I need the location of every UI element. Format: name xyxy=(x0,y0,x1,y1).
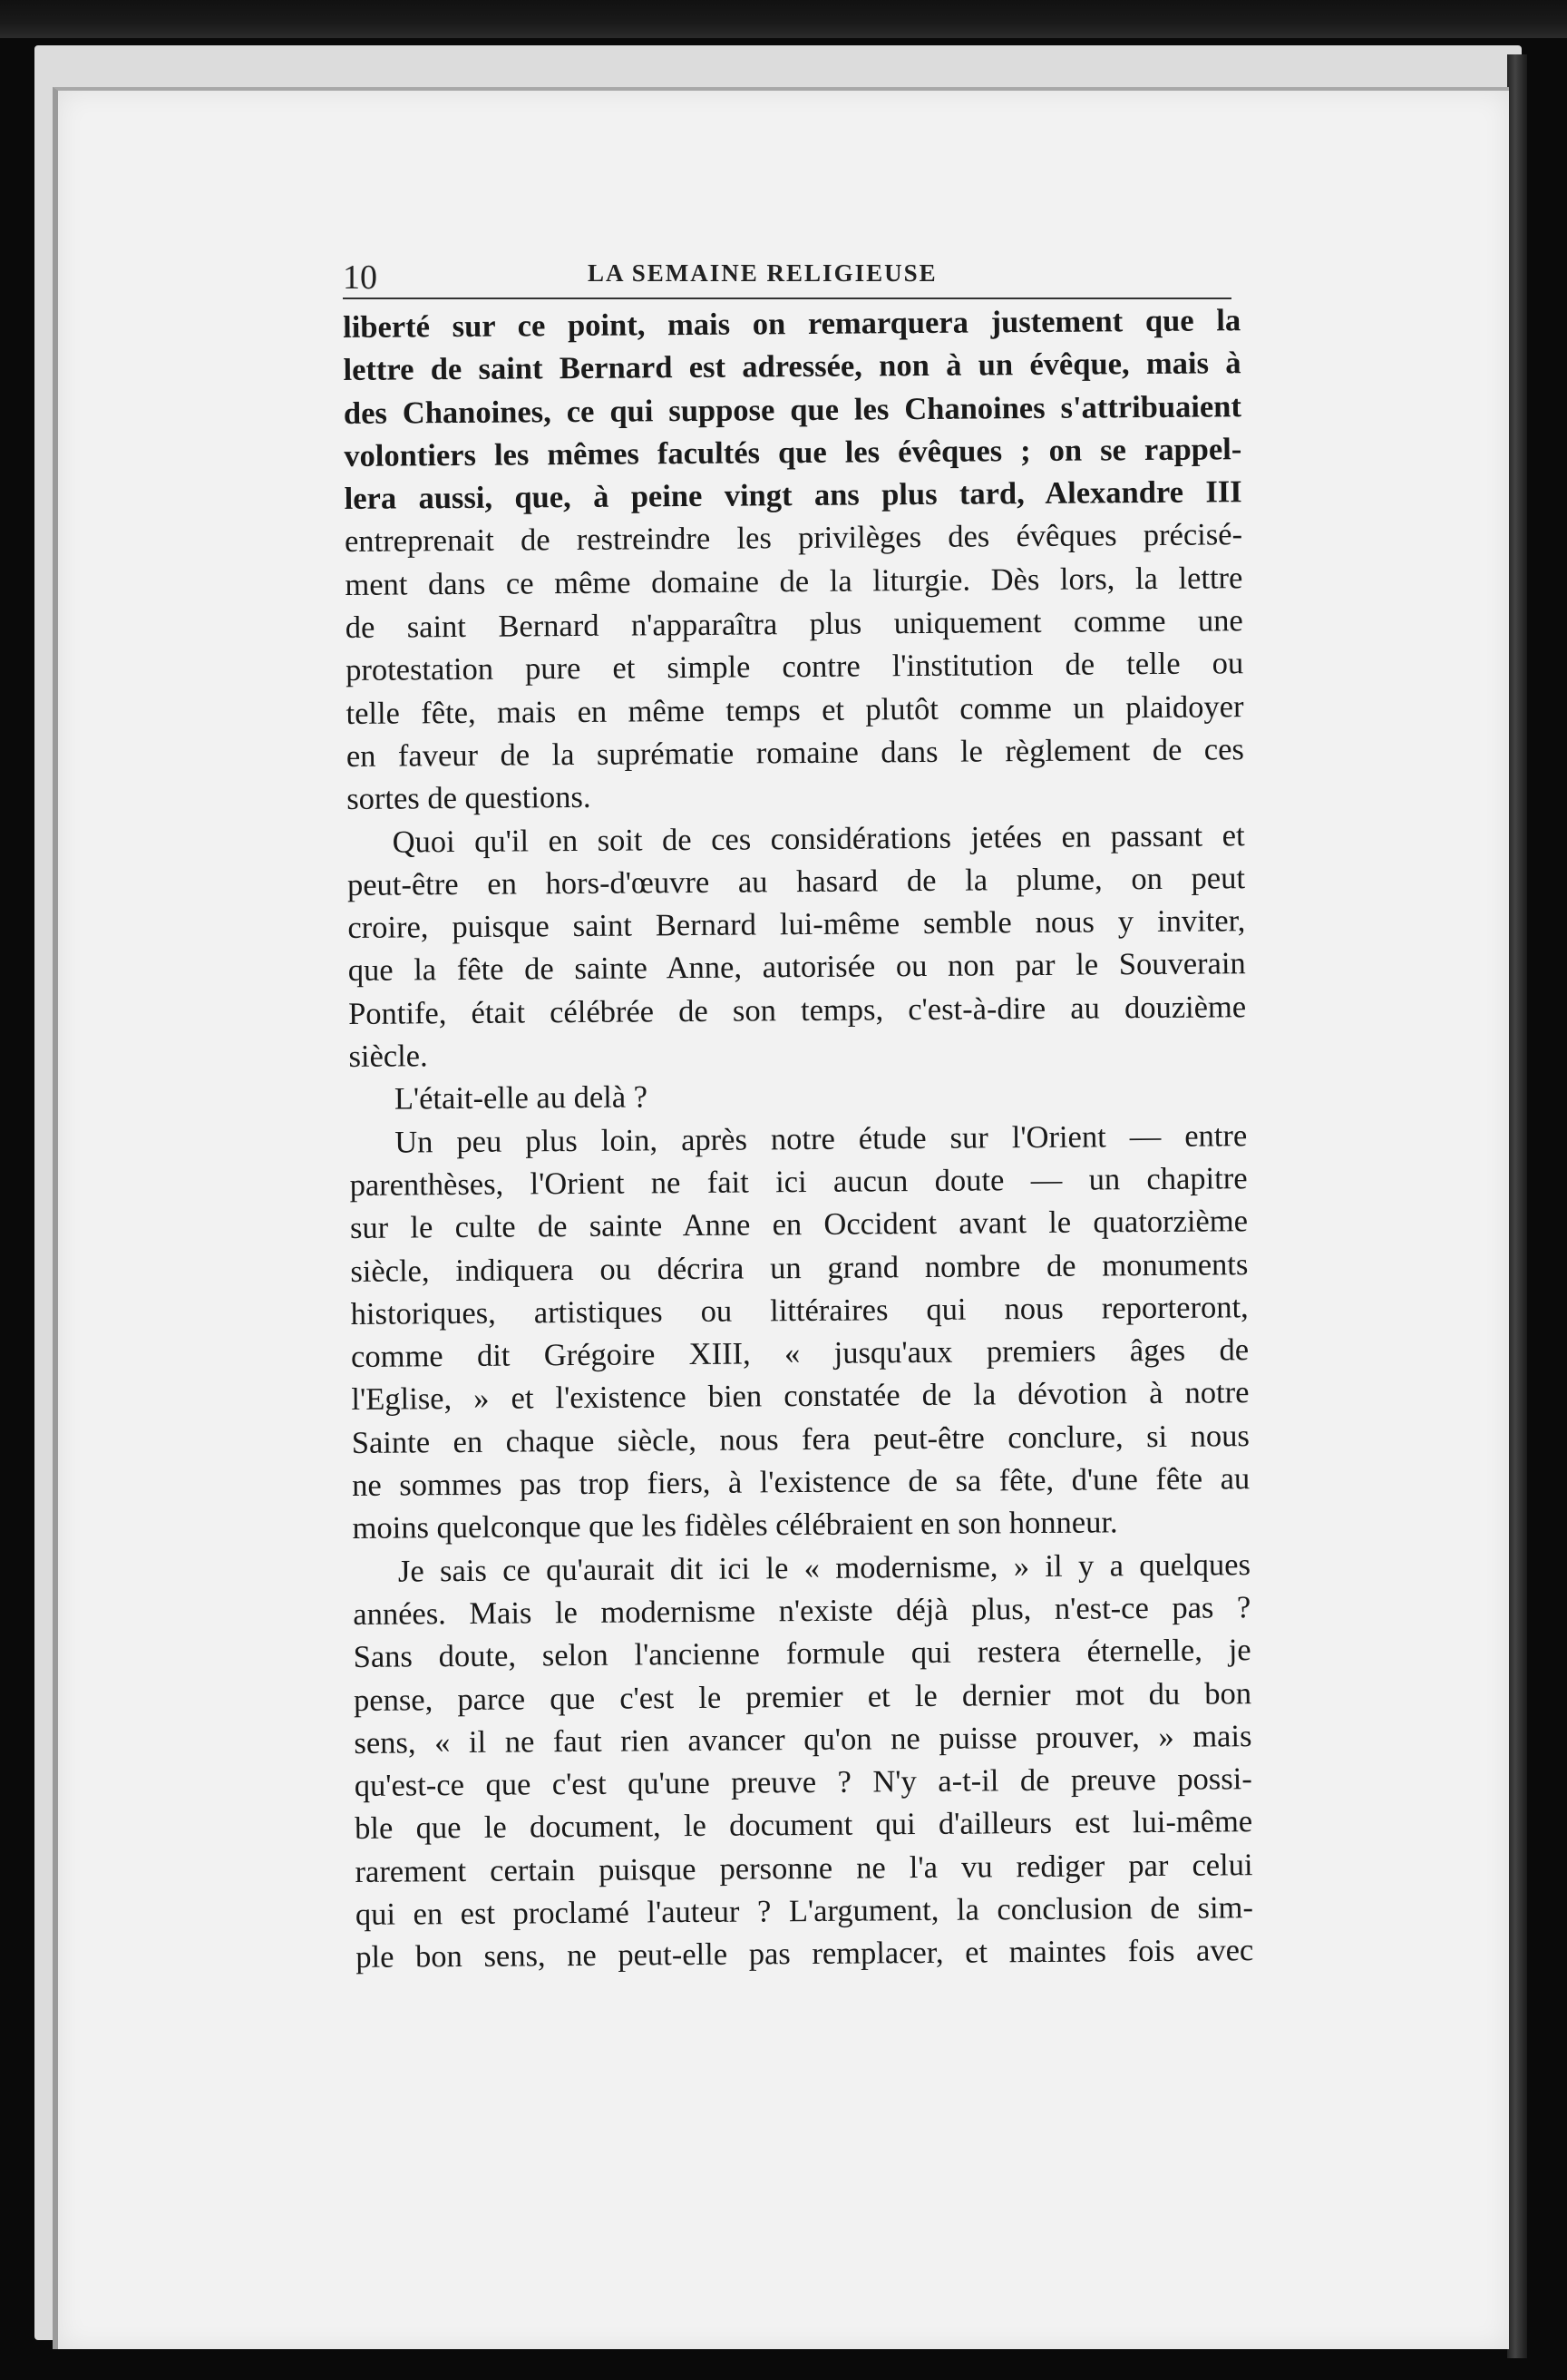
text-line: qui en est proclamé l'auteur ? L'argument, la conclusion de sim- xyxy=(355,1890,1254,1932)
text-line: parenthèses, l'Orient ne fait ici aucun doute — un chapitre xyxy=(349,1161,1248,1203)
text-line: des Chanoines, ce qui suppose que les Chanoines s'attribuaient xyxy=(343,388,1242,431)
text-line: volontiers les mêmes facultés que les évêques ; on se rappel- xyxy=(344,432,1242,473)
page-number: 10 xyxy=(343,258,377,297)
scan-border-top xyxy=(0,0,1567,38)
text-line: que la fête de sainte Anne, autorisée ou non par le Souverain xyxy=(347,946,1246,989)
text-line: croire, puisque saint Bernard lui-même semble nous y inviter, xyxy=(347,903,1246,946)
text-line: telle fête, mais en même temps et plutôt comme un plaidoyer xyxy=(346,688,1244,731)
text-line: Quoi qu'il en soit de ces considérations jetées en passant et xyxy=(392,817,1245,860)
text-line: protestation pure et simple contre l'institution de telle ou xyxy=(346,646,1244,688)
text-line: siècle. xyxy=(348,1039,428,1075)
text-line: historiques, artistiques ou littéraires qui nous reporteront, xyxy=(350,1290,1249,1331)
text-line: Un peu plus loin, après notre étude sur l'Orient — entre xyxy=(394,1117,1248,1160)
text-line: qu'est-ce que c'est qu'une preuve ? N'y a-t-il de preuve possi- xyxy=(354,1761,1252,1804)
text-line: L'était-elle au delà ? xyxy=(394,1079,648,1117)
text-line: sens, « il ne faut rien avancer qu'on ne puisse prouver, » mais xyxy=(354,1718,1252,1761)
book-spine-edge xyxy=(1507,54,1527,2358)
text-line: l'Eglise, » et l'existence bien constatée de la dévotion à notre xyxy=(351,1375,1250,1418)
text-line: lera aussi, que, à peine vingt ans plus tard, Alexandre III xyxy=(344,474,1242,517)
text-line: peut-être en hors-d'œuvre au hasard de la plume, on peut xyxy=(346,861,1246,902)
text-line: ble que le document, le document qui d'ailleurs est lui-même xyxy=(355,1804,1253,1847)
text-line: ple bon sens, ne peut-elle pas remplacer, et maintes fois avec xyxy=(355,1933,1254,1975)
text-line: de saint Bernard n'apparaîtra plus uniquement comme une xyxy=(345,603,1243,646)
text-line: Sainte en chaque siècle, nous fera peut-être conclure, si nous xyxy=(351,1418,1250,1460)
text-line: liberté sur ce point, mais on remarquera justement que la xyxy=(343,303,1241,345)
text-line: ne sommes pas trop fiers, à l'existence de sa fête, d'une fête au xyxy=(352,1461,1251,1503)
text-line: Je sais ce qu'aurait dit ici le « modernisme, » il y a quelques xyxy=(397,1546,1251,1589)
text-line: années. Mais le modernisme n'existe déjà plus, n'est-ce pas ? xyxy=(353,1590,1251,1632)
text-line: en faveur de la suprématie romaine dans le règlement de ces xyxy=(346,732,1245,774)
text-line: lettre de saint Bernard est adressée, non à un évêque, mais à xyxy=(343,346,1241,388)
text-line: sortes de questions. xyxy=(346,780,591,817)
text-line: pense, parce que c'est le premier et le dernier mot du bon xyxy=(353,1675,1252,1718)
text-line: comme dit Grégoire XIII, « jusqu'aux premiers âges de xyxy=(350,1332,1250,1375)
running-title: LA SEMAINE RELIGIEUSE xyxy=(588,259,938,287)
running-head xyxy=(343,252,1231,299)
body-text xyxy=(343,299,1253,1979)
text-line: rarement certain puisque personne ne l'a vu rediger par celui xyxy=(355,1847,1253,1889)
text-line: entreprenait de restreindre les privilèges des évêques précisé- xyxy=(344,517,1243,560)
text-line: siècle, indiquera ou décrira un grand nombre de monuments xyxy=(350,1246,1249,1289)
text-line: sur le culte de sainte Anne en Occident avant le quatorzième xyxy=(349,1204,1249,1246)
text-line: Pontife, était célébrée de son temps, c'est-à-dire au douzième xyxy=(347,989,1247,1031)
text-line: moins quelconque que les fidèles célébraient en son honneur. xyxy=(352,1505,1118,1546)
text-line: ment dans ce même domaine de la liturgie. Dès lors, la lettre xyxy=(345,560,1243,602)
text-line: Sans doute, selon l'ancienne formule qui restera éternelle, je xyxy=(353,1633,1251,1675)
